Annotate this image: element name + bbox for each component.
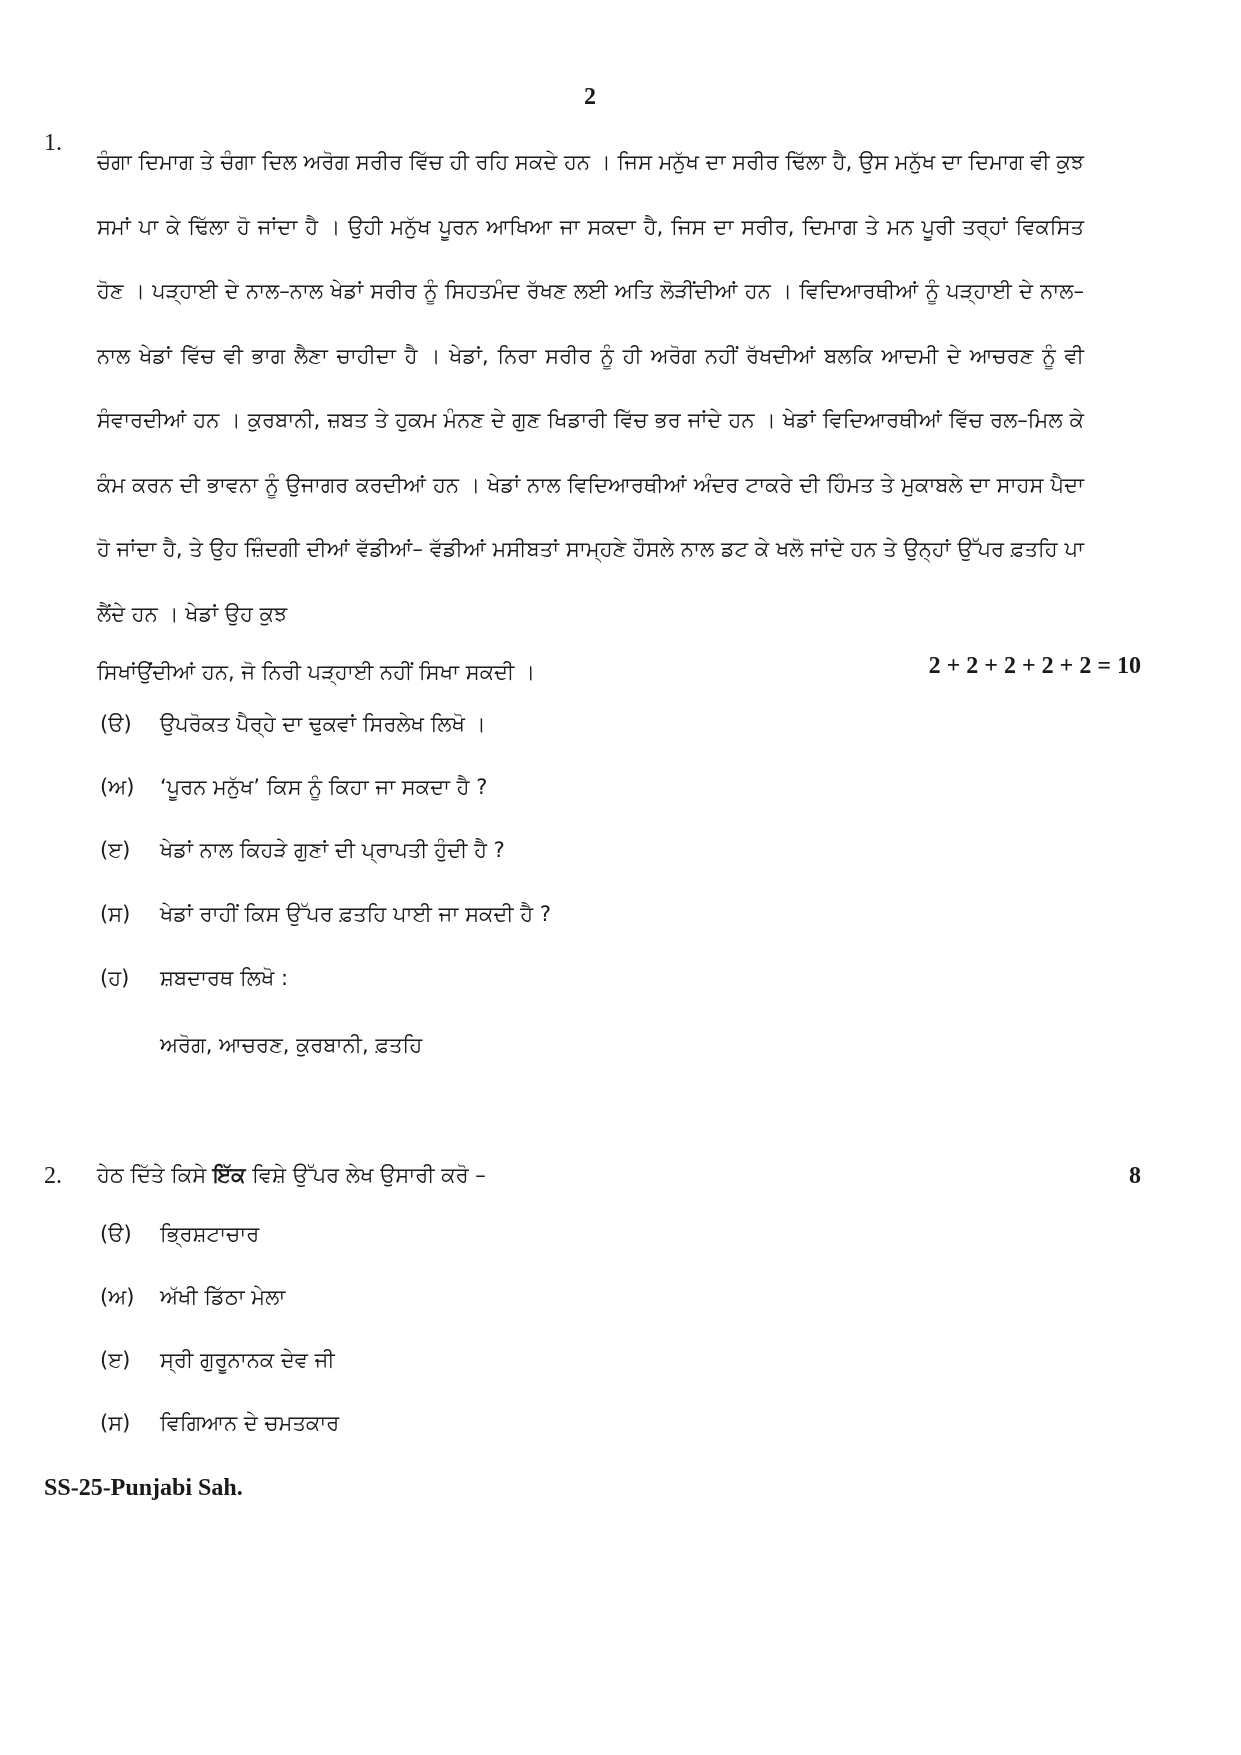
option-label: (ਸ) bbox=[100, 1411, 131, 1435]
footer-paper-code: SS-25-Punjabi Sah. bbox=[44, 1475, 243, 1501]
question-2-option-b bbox=[100, 1285, 285, 1310]
sub-text: ਉਪਰੋਕਤ ਪੈਰ੍ਹੇ ਦਾ ਢੁਕਵਾਂ ਸਿਰਲੇਖ ਲਿਖੋ । bbox=[160, 712, 486, 736]
sub-text: ਖੇਡਾਂ ਰਾਹੀਂ ਕਿਸ ਉੱਪਰ ਫ਼ਤਹਿ ਪਾਈ ਜਾ ਸਕਦੀ ਹੈ ? bbox=[160, 902, 551, 926]
sub-label: (ਸ) bbox=[100, 902, 131, 926]
sub-text: ਸ਼ਬਦਾਰਥ ਲਿਖੋ : bbox=[160, 966, 289, 990]
option-text: ਅੱਖੀ ਡਿੱਠਾ ਮੇਲਾ bbox=[160, 1285, 286, 1309]
question-1-marks: 2 + 2 + 2 + 2 + 2 = 10 bbox=[928, 653, 1141, 679]
question-2-marks: 8 bbox=[1129, 1163, 1141, 1189]
option-text: ਵਿਗਿਆਨ ਦੇ ਚਮਤਕਾਰ bbox=[160, 1411, 340, 1435]
sub-label: (ੳ) bbox=[100, 712, 132, 736]
question-2-option-d bbox=[100, 1411, 339, 1436]
option-text: ਭ੍ਰਿਸ਼ਟਾਚਾਰ bbox=[160, 1222, 260, 1246]
option-label: (ੲ) bbox=[100, 1348, 131, 1372]
question-2-option-c bbox=[100, 1348, 335, 1373]
option-label: (ੳ) bbox=[100, 1222, 132, 1246]
question-2-text-bold: ਇੱਕ bbox=[212, 1163, 246, 1187]
sub-text: ‘ਪੂਰਨ ਮਨੁੱਖ’ ਕਿਸ ਨੂੰ ਕਿਹਾ ਜਾ ਸਕਦਾ ਹੈ ? bbox=[160, 775, 488, 799]
sub-label: (ੲ) bbox=[100, 838, 131, 862]
question-2-text-before: ਹੇਠ ਦਿੱਤੇ ਕਿਸੇ bbox=[97, 1163, 213, 1187]
question-2-number: 2. bbox=[44, 1163, 62, 1189]
page-number: 2 bbox=[584, 84, 596, 110]
question-2-text-after: ਵਿਸ਼ੇ ਉੱਪਰ ਲੇਖ ਉਸਾਰੀ ਕਰੋ – bbox=[245, 1163, 486, 1187]
question-2-option-a bbox=[100, 1222, 259, 1247]
sub-label: (ਅ) bbox=[100, 775, 135, 799]
question-1-sub-e bbox=[100, 966, 288, 991]
question-2-text bbox=[97, 1163, 486, 1188]
sub-label: (ਹ) bbox=[100, 966, 130, 990]
option-text: ਸ੍ਰੀ ਗੁਰੂਨਾਨਕ ਦੇਵ ਜੀ bbox=[160, 1348, 335, 1372]
question-1-word-list: ਅਰੋਗ, ਆਚਰਣ, ਕੁਰਬਾਨੀ, ਫ਼ਤਹਿ bbox=[160, 1033, 423, 1057]
sub-text: ਖੇਡਾਂ ਨਾਲ ਕਿਹੜੇ ਗੁਣਾਂ ਦੀ ਪ੍ਰਾਪਤੀ ਹੁੰਦੀ ਹੈ ? bbox=[160, 838, 505, 862]
question-1-passage-last-line: ਸਿਖਾਂਉਂਦੀਆਂ ਹਨ, ਜੋ ਨਿਰੀ ਪੜ੍ਹਾਈ ਨਹੀਂ ਸਿਖਾ ਸਕਦੀ । bbox=[97, 660, 536, 684]
question-1-number: 1. bbox=[44, 130, 62, 156]
question-1-sub-d bbox=[100, 902, 551, 927]
option-label: (ਅ) bbox=[100, 1285, 135, 1309]
question-1-passage: ਚੰਗਾ ਦਿਮਾਗ ਤੇ ਚੰਗਾ ਦਿਲ ਅਰੋਗ ਸਰੀਰ ਵਿੱਚ ਹੀ ਰਹਿ ਸਕਦੇ ਹਨ । ਜਿਸ ਮਨੁੱਖ ਦਾ ਸਰੀਰ ਢਿੱਲਾ ਹੈ, ਉਸ ਮਨੁੱਖ ਦਾ ਦਿਮਾਗ ਵੀ ਕੁਝ ਸਮਾਂ ਪਾ ਕੇ ਢਿੱਲਾ ਹੋ ਜਾਂਦਾ ਹੈ । ਉਹੀ ਮਨੁੱਖ ਪੂਰਨ ਆਖਿਆ ਜਾ ਸਕਦਾ ਹੈ, ਜਿਸ ਦਾ ਸਰੀਰ, ਦਿਮਾਗ ਤੇ ਮਨ ਪੂਰੀ ਤਰ੍ਹਾਂ ਵਿਕਸਿਤ ਹੋਣ । ਪੜ੍ਹਾਈ ਦੇ ਨਾਲ–ਨਾਲ ਖੇਡਾਂ ਸਰੀਰ ਨੂੰ ਸਿਹਤਮੰਦ ਰੱਖਣ ਲਈ ਅਤਿ ਲੋੜੀਂਦੀਆਂ ਹਨ । ਵਿਦਿਆਰਥੀਆਂ ਨੂੰ ਪੜ੍ਹਾਈ ਦੇ ਨਾਲ–ਨਾਲ ਖੇਡਾਂ ਵਿੱਚ ਵੀ ਭਾਗ ਲੈਣਾ ਚਾਹੀਦਾ ਹੈ । ਖੇਡਾਂ, ਨਿਰਾ ਸਰੀਰ ਨੂੰ ਹੀ ਅਰੋਗ ਨਹੀਂ ਰੱਖਦੀਆਂ ਬਲਕਿ ਆਦਮੀ ਦੇ ਆਚਰਣ ਨੂੰ ਵੀ ਸੰਵਾਰਦੀਆਂ ਹਨ । ਕੁਰਬਾਨੀ, ਜ਼ਬਤ ਤੇ ਹੁਕਮ ਮੰਨਣ ਦੇ ਗੁਣ ਖਿਡਾਰੀ ਵਿੱਚ ਭਰ ਜਾਂਦੇ ਹਨ । ਖੇਡਾਂ ਵਿਦਿਆਰਥੀਆਂ ਵਿੱਚ ਰਲ–ਮਿਲ ਕੇ ਕੰਮ ਕਰਨ ਦੀ ਭਾਵਨਾ ਨੂੰ ਉਜਾਗਰ ਕਰਦੀਆਂ ਹਨ । ਖੇਡਾਂ ਨਾਲ ਵਿਦਿਆਰਥੀਆਂ ਅੰਦਰ ਟਾਕਰੇ ਦੀ ਹਿੰਮਤ ਤੇ ਮੁਕਾਬਲੇ ਦਾ ਸਾਹਸ ਪੈਦਾ ਹੋ ਜਾਂਦਾ ਹੈ, ਤੇ ਉਹ ਜ਼ਿੰਦਗੀ ਦੀਆਂ ਵੱਡੀਆਂ– ਵੱਡੀਆਂ ਮਸੀਬਤਾਂ ਸਾਮ੍ਹਣੇ ਹੌਸਲੇ ਨਾਲ ਡਟ ਕੇ ਖਲੋ ਜਾਂਦੇ ਹਨ ਤੇ ਉਨ੍ਹਾਂ ਉੱਪਰ ਫ਼ਤਹਿ ਪਾ ਲੈਂਦੇ ਹਨ । ਖੇਡਾਂ ਉਹ ਕੁਝ bbox=[97, 150, 1084, 626]
question-1-sub-c bbox=[100, 838, 505, 863]
question-1-sub-a bbox=[100, 712, 486, 737]
question-1-sub-b bbox=[100, 775, 487, 800]
